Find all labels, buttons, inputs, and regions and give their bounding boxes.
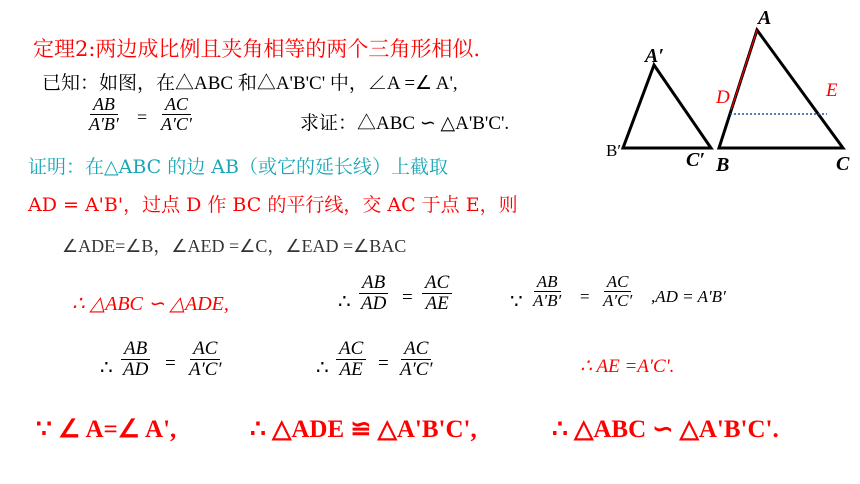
equals-sign: = <box>378 353 389 374</box>
therefore-symbol: ∴ <box>100 357 113 379</box>
fraction-numerator: AC <box>162 95 191 115</box>
equals-sign: = <box>137 107 148 127</box>
segment-ad-red <box>731 30 757 110</box>
label-d: D <box>716 87 730 108</box>
fraction-denominator: AE <box>339 358 363 380</box>
fraction-numerator: AC <box>190 339 220 360</box>
final-congruent: ∴ △ADE ≌ △A'B'C', <box>250 416 477 443</box>
fraction-denominator: A′C′ <box>161 113 192 134</box>
therefore-symbol: ∴ <box>316 357 329 379</box>
label-a-prime: A′ <box>645 45 664 67</box>
label-c: C <box>836 153 850 175</box>
proof-line-2: AD = A'B'，过点 D 作 BC 的平行线，交 AC 于点 E，则 <box>28 194 518 216</box>
equals-sign: = <box>165 353 176 374</box>
fraction-numerator: AB <box>121 339 150 360</box>
proof-line-3: ∠ADE=∠B，∠AED =∠C，∠EAD =∠BAC <box>62 236 407 256</box>
because-symbol: ∵ <box>510 291 523 313</box>
prove-statement: 求证：△ABC ∽ △A'B'C'. <box>300 113 510 134</box>
final-because: ∵ ∠ A=∠ A', <box>36 416 177 443</box>
ae-equals-result: ∴ AE =A'C'. <box>580 356 675 377</box>
similarity-abc-ade: ∴ △ABC ∽ △ADE, <box>72 293 229 315</box>
label-e: E <box>826 80 838 101</box>
label-b: B <box>716 154 730 176</box>
fraction-denominator: A′C′ <box>603 290 633 310</box>
label-b-prime: B′ <box>606 141 622 160</box>
fraction-denominator: AE <box>425 292 449 314</box>
equals-sign: = <box>402 287 413 308</box>
label-c-prime: C′ <box>686 149 705 171</box>
final-similar: ∴ △ABC ∽ △A'B'C'. <box>552 416 779 443</box>
label-a: A <box>758 7 772 29</box>
fraction-denominator: A′C′ <box>400 358 433 380</box>
proof-line-1: 证明：在△ABC 的边 AB（或它的延长线）上截取 <box>28 156 448 178</box>
triangle-a1b1c1 <box>623 65 711 148</box>
fraction-numerator: AB <box>359 273 388 294</box>
fraction-numerator: AB <box>534 273 561 292</box>
fraction-numerator: AC <box>336 339 366 360</box>
fraction-denominator: A′B′ <box>533 290 562 310</box>
fraction-numerator: AC <box>401 339 431 360</box>
fraction-denominator: AD <box>361 292 387 314</box>
fraction-denominator: AD <box>123 358 149 380</box>
given-statement: 已知：如图，在△ABC 和△A'B'C' 中，∠A =∠ A', <box>42 73 458 94</box>
fraction-numerator: AC <box>604 273 632 292</box>
fraction-numerator: AB <box>90 95 118 115</box>
equals-sign: = <box>580 287 590 306</box>
fraction-numerator: AC <box>422 273 452 294</box>
fraction-denominator: A′C′ <box>189 358 222 380</box>
fraction-denominator: A′B′ <box>89 113 119 134</box>
theorem-title: 定理2:两边成比例且夹角相等的两个三角形相似. <box>33 37 481 61</box>
therefore-symbol: ∴ <box>338 291 351 313</box>
given-ad-equals: ,AD = A′B′ <box>651 287 726 306</box>
